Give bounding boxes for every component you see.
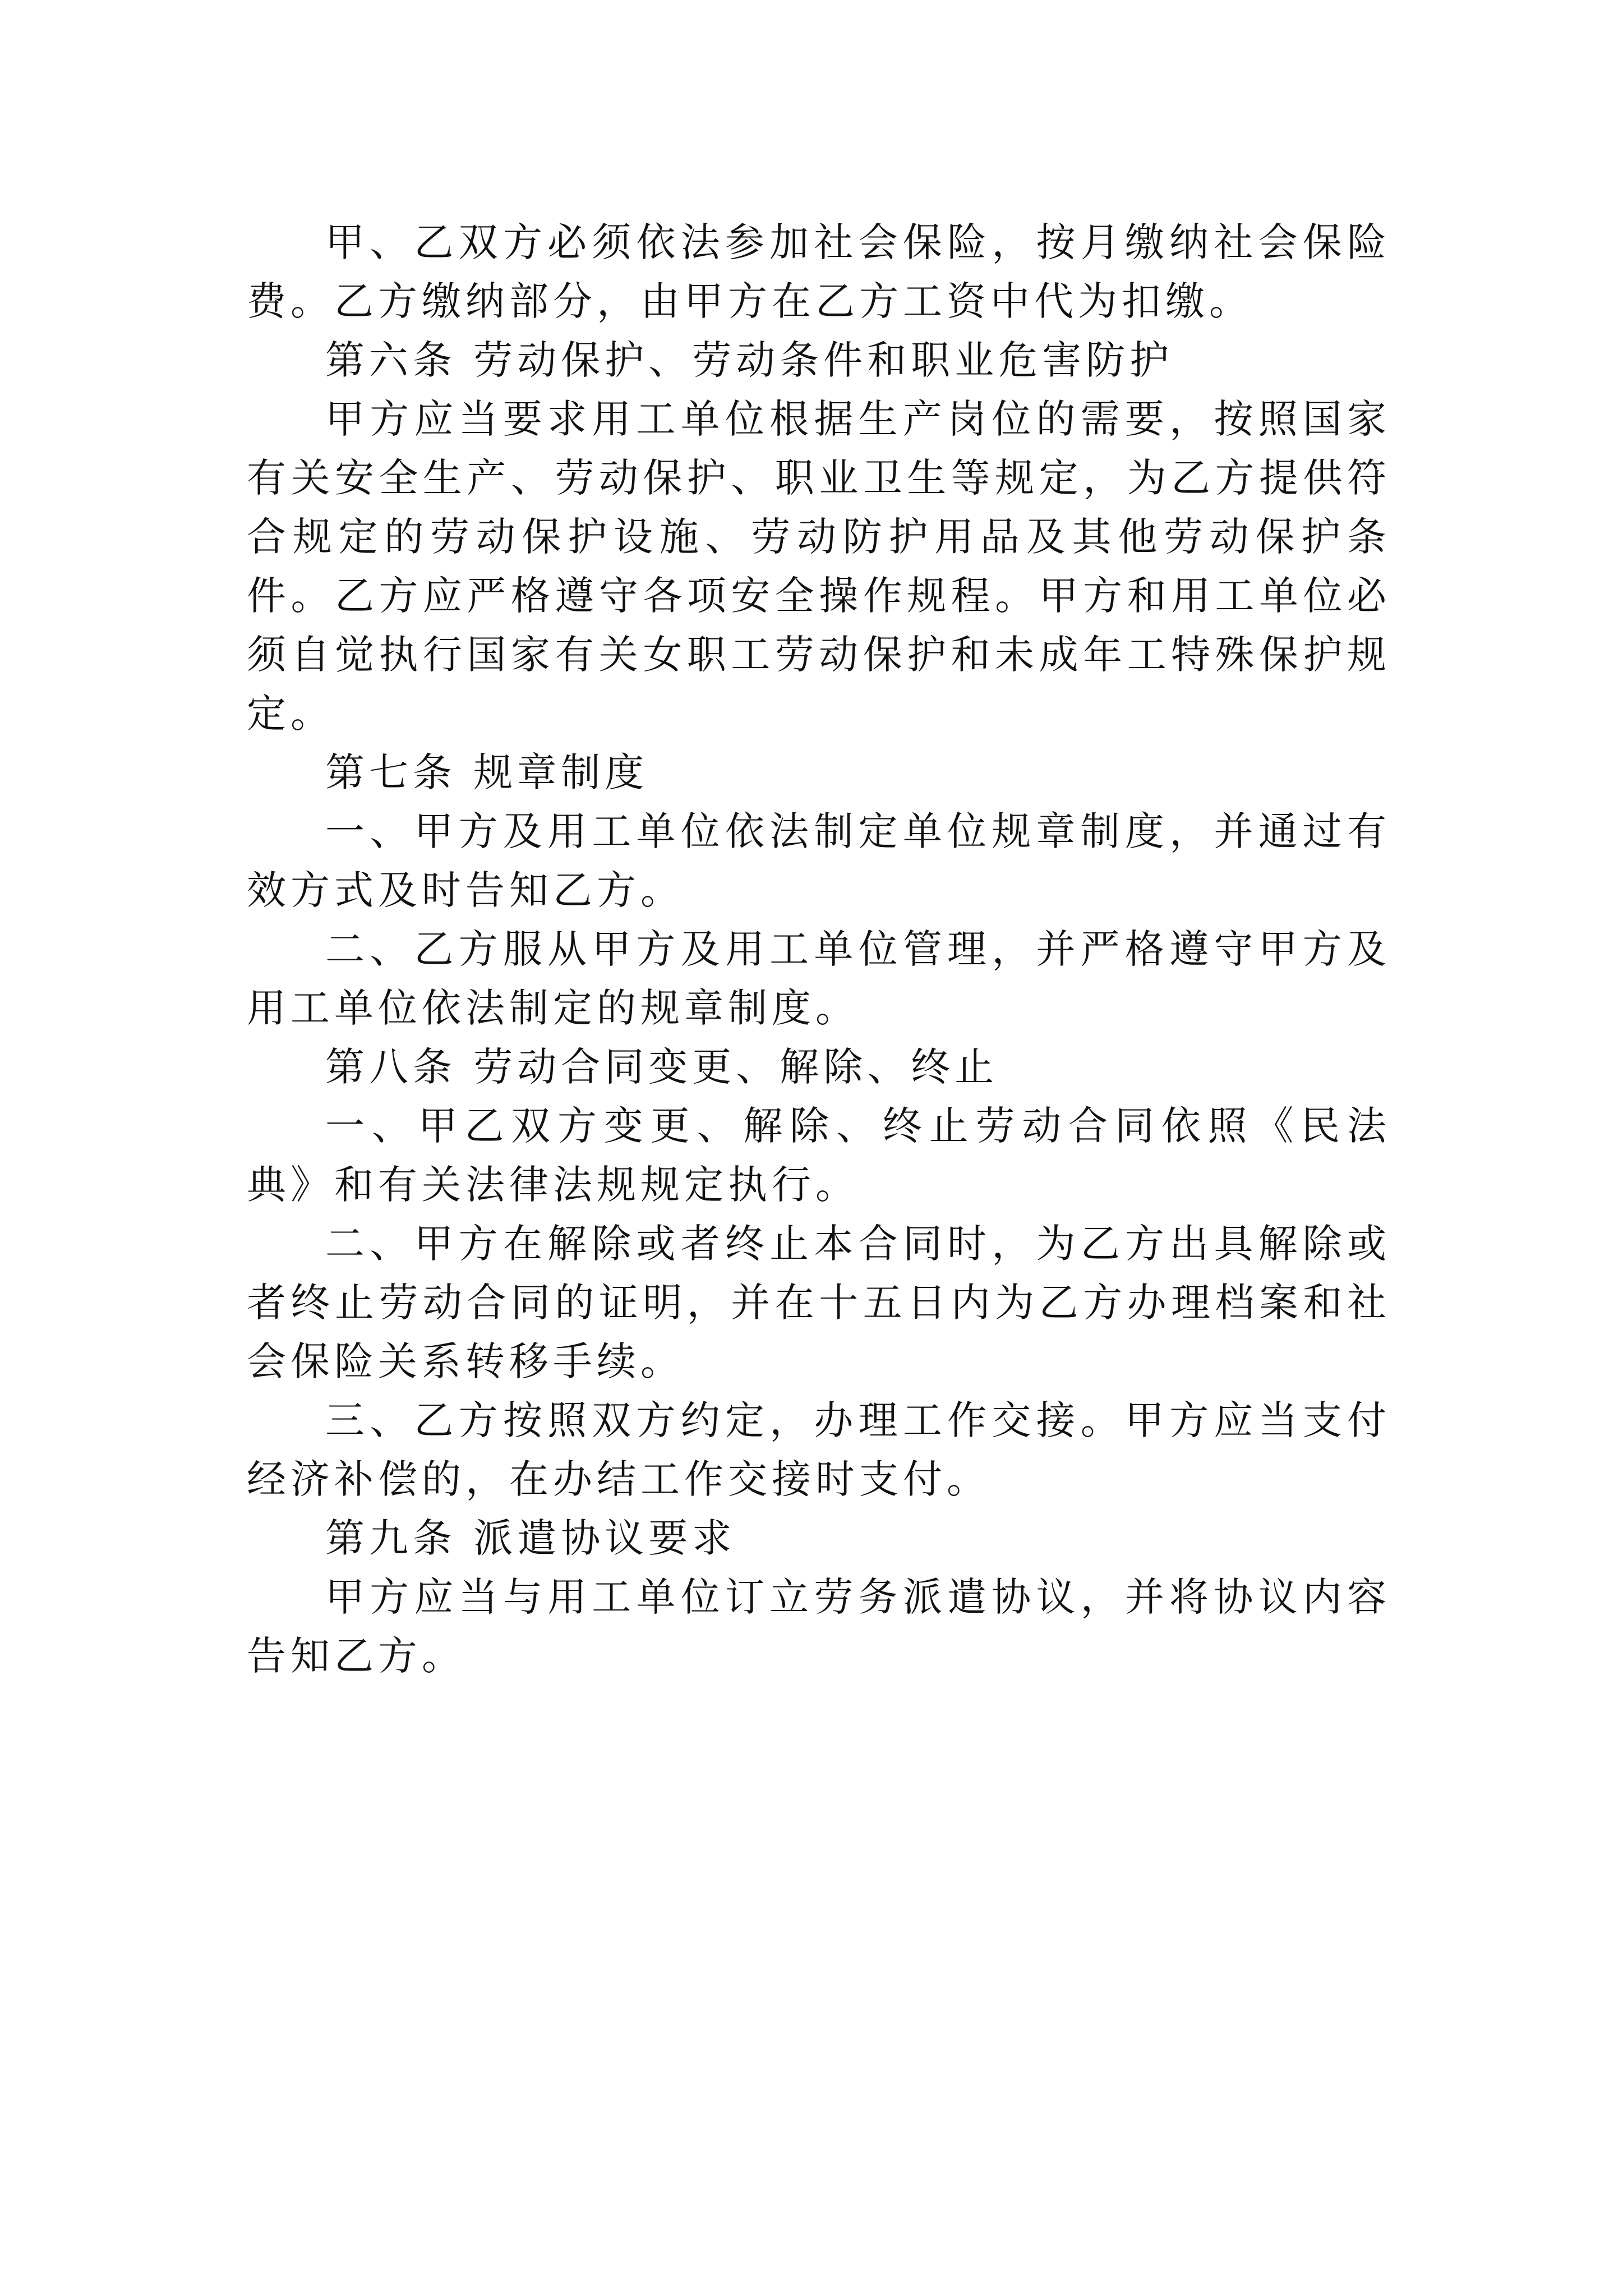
article-6-heading: 第六条 劳动保护、劳动条件和职业危害防护 xyxy=(325,337,1174,383)
paragraph-labor-protection: 甲方应当要求用工单位根据生产岗位的需要，按照国家有关安全生产、劳动保护、职业卫生等规定，为乙方提供符合规定的劳动保护设施、劳动防护用品及其他劳动保护条件。乙方应严格遵守各项安全操作规程。甲方和用工单位必须自觉执行国家有关女职工劳动保护和未成年工特殊保护规定。 xyxy=(247,396,1391,737)
article-8-heading: 第八条 劳动合同变更、解除、终止 xyxy=(325,1044,999,1090)
paragraph-contract-change-1: 一、甲乙双方变更、解除、终止劳动合同依照《民法典》和有关法律法规规定执行。 xyxy=(247,1103,1391,1208)
paragraph-contract-change-3: 三、乙方按照双方约定，办理工作交接。甲方应当支付经济补偿的，在办结工作交接时支付。 xyxy=(247,1397,1391,1502)
article-7-heading: 第七条 规章制度 xyxy=(325,749,649,795)
paragraph-rules-1: 一、甲方及用工单位依法制定单位规章制度，并通过有效方式及时告知乙方。 xyxy=(247,808,1391,913)
article-9-heading: 第九条 派遣协议要求 xyxy=(325,1515,736,1561)
paragraph-social-insurance: 甲、乙双方必须依法参加社会保险，按月缴纳社会保险费。乙方缴纳部分，由甲方在乙方工资中代为扣缴。 xyxy=(247,219,1391,324)
document-body xyxy=(247,213,1391,1686)
paragraph-dispatch-agreement: 甲方应当与用工单位订立劳务派遣协议，并将协议内容告知乙方。 xyxy=(247,1574,1391,1679)
paragraph-contract-change-2: 二、甲方在解除或者终止本合同时，为乙方出具解除或者终止劳动合同的证明，并在十五日内为乙方办理档案和社会保险关系转移手续。 xyxy=(247,1221,1391,1384)
paragraph-rules-2: 二、乙方服从甲方及用工单位管理，并严格遵守甲方及用工单位依法制定的规章制度。 xyxy=(247,926,1391,1031)
